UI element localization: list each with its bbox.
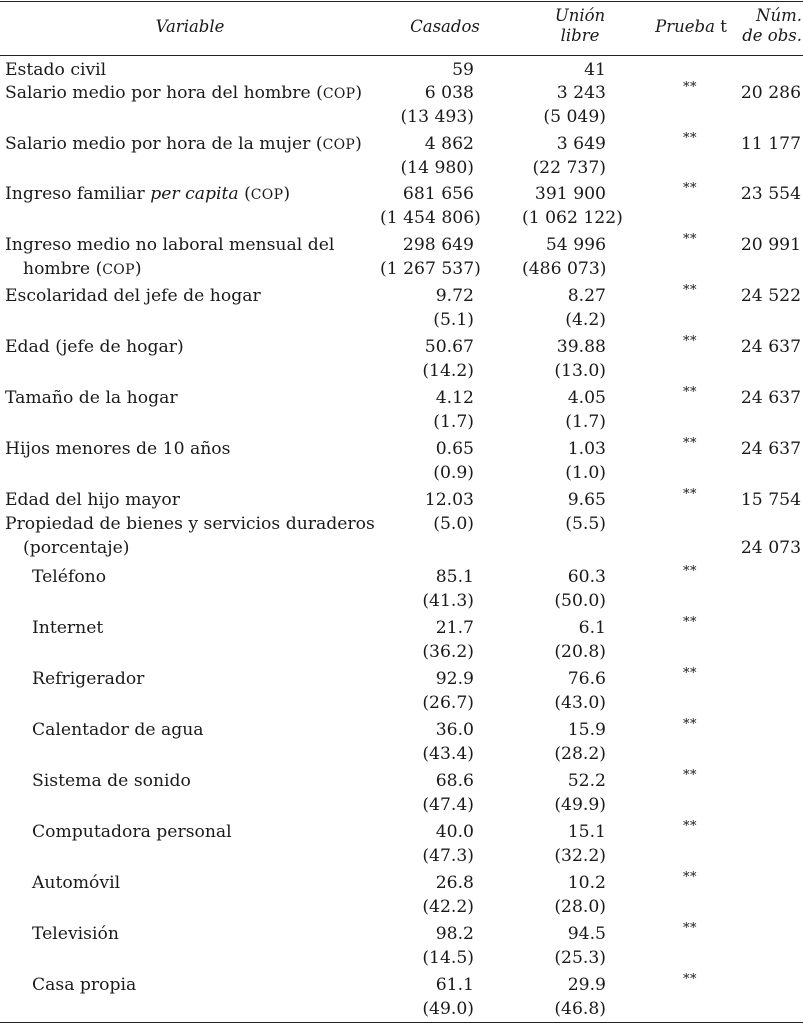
table-row: [0, 513, 803, 563]
union-libre-value: 3 649: [556, 134, 606, 154]
casados-sd: (26.7): [422, 693, 474, 713]
row-label: Escolaridad del jefe de hogar: [5, 286, 261, 306]
union-libre-value: 1.03: [567, 439, 606, 459]
significance-marker: **: [683, 921, 697, 936]
union-libre-value: 52.2: [567, 771, 606, 791]
significance-marker: **: [683, 181, 697, 196]
casados-value: 4.12: [435, 388, 474, 408]
casados-sd: (13 493): [400, 107, 474, 127]
casados-sd: (43.4): [422, 744, 474, 764]
num-obs-value: 24 637: [740, 337, 801, 357]
casados-sd: (1.7): [433, 412, 474, 432]
num-obs-value: 20 286: [740, 83, 801, 103]
casados-value: 298 649: [402, 235, 474, 255]
casados-sd: (1 267 537): [380, 259, 481, 279]
row-label-continued: hombre (COP): [23, 259, 142, 279]
casados-sd: (0.9): [433, 463, 474, 483]
header-casados: Casados: [410, 17, 480, 36]
table-row: [0, 133, 803, 183]
union-libre-value: 60.3: [567, 567, 606, 587]
num-obs-value: 24 073: [740, 538, 801, 558]
casados-value: 6 038: [424, 83, 474, 103]
header-num-obs: [738, 6, 802, 46]
subtable-row: [0, 566, 803, 616]
row-label: Salario medio por hora de la mujer (COP): [5, 134, 362, 154]
union-libre-value: 94.5: [567, 924, 606, 944]
casados-value: 12.03: [424, 490, 474, 510]
casados-value: 4 862: [424, 134, 474, 154]
union-libre-value: 6.1: [578, 618, 606, 638]
header-union-line1: Unión: [554, 6, 606, 25]
subtable-row: [0, 872, 803, 922]
row-label: Ingreso familiar per capita (COP): [5, 184, 291, 204]
num-obs-value: 24 522: [740, 286, 801, 306]
significance-marker: **: [683, 870, 697, 885]
union-libre-sd: (28.2): [554, 744, 606, 764]
significance-marker: **: [683, 666, 697, 681]
header-num-line2: de obs.: [742, 26, 802, 45]
casados-sd: (14.2): [422, 361, 474, 381]
union-libre-sd: (43.0): [554, 693, 606, 713]
num-obs-value: 11 177: [740, 134, 801, 154]
table-row: [0, 82, 803, 132]
significance-marker: **: [683, 564, 697, 579]
num-obs-value: 23 554: [740, 184, 801, 204]
row-label: Casa propia: [32, 975, 137, 995]
table-header-rule: [0, 55, 803, 56]
casados-sd: (41.3): [422, 591, 474, 611]
subtable-row: [0, 770, 803, 820]
casados-sd: (14 980): [400, 158, 474, 178]
subtable-row: [0, 719, 803, 769]
row-label: Propiedad de bienes y servicios duraderos: [5, 514, 375, 534]
casados-value: 26.8: [435, 873, 474, 893]
union-libre-sd: (486 073): [522, 259, 607, 279]
num-obs-value: 20 991: [740, 235, 801, 255]
table-row: [0, 285, 803, 335]
row-label: Estado civil: [5, 60, 107, 80]
significance-marker: **: [683, 283, 697, 298]
significance-marker: **: [683, 334, 697, 349]
table-row: [0, 183, 803, 233]
casados-sd: (36.2): [422, 642, 474, 662]
casados-value: 68.6: [435, 771, 474, 791]
row-label: Automóvil: [32, 873, 121, 893]
row-label: Refrigerador: [32, 669, 145, 689]
casados-sd: (47.3): [422, 846, 474, 866]
row-label: Hijos menores de 10 años: [5, 439, 231, 459]
union-libre-sd: (1.7): [565, 412, 606, 432]
header-union-line2: libre: [560, 26, 600, 45]
union-libre-value: 41: [584, 60, 606, 80]
union-libre-sd: (5 049): [543, 107, 606, 127]
union-libre-value: 15.9: [567, 720, 606, 740]
union-libre-value: 15.1: [567, 822, 606, 842]
significance-marker: **: [683, 436, 697, 451]
casados-sd: (42.2): [422, 897, 474, 917]
header-prueba-t: [648, 17, 734, 37]
casados-value: 0.65: [435, 439, 474, 459]
casados-value: 92.9: [435, 669, 474, 689]
row-label: Calentador de agua: [32, 720, 204, 740]
casados-value: (5.0): [433, 514, 474, 534]
row-label: Tamaño de la hogar: [5, 388, 178, 408]
union-libre-value: 8.27: [567, 286, 606, 306]
row-label: Ingreso medio no laboral mensual del: [5, 235, 335, 255]
row-label: Computadora personal: [32, 822, 232, 842]
casados-value: 21.7: [435, 618, 474, 638]
union-libre-sd: (50.0): [554, 591, 606, 611]
row-label: Internet: [32, 618, 104, 638]
row-label: Sistema de sonido: [32, 771, 191, 791]
num-obs-value: 24 637: [740, 439, 801, 459]
union-libre-sd: (49.9): [554, 795, 606, 815]
significance-marker: **: [683, 385, 697, 400]
casados-value: 98.2: [435, 924, 474, 944]
union-libre-sd: (4.2): [565, 310, 606, 330]
significance-marker: **: [683, 615, 697, 630]
subtable-row: [0, 821, 803, 871]
casados-value: 40.0: [435, 822, 474, 842]
header-prueba-t-letter: t: [720, 17, 727, 36]
casados-sd: (49.0): [422, 999, 474, 1019]
casados-value: 59: [452, 60, 474, 80]
significance-marker: **: [683, 972, 697, 987]
header-variable: Variable: [155, 17, 225, 36]
union-libre-value: 10.2: [567, 873, 606, 893]
union-libre-sd: (1.0): [565, 463, 606, 483]
casados-sd: (1 454 806): [380, 208, 481, 228]
table-row: [0, 336, 803, 386]
row-label: Televisión: [32, 924, 119, 944]
significance-marker: **: [683, 768, 697, 783]
table-row: [0, 438, 803, 488]
casados-sd: (47.4): [422, 795, 474, 815]
row-label: Teléfono: [32, 567, 107, 587]
casados-sd: (14.5): [422, 948, 474, 968]
casados-value: 50.67: [424, 337, 474, 357]
union-libre-sd: (20.8): [554, 642, 606, 662]
table-row: [0, 387, 803, 437]
subtable-row: [0, 617, 803, 667]
table-bottom-rule: [0, 1022, 803, 1023]
union-libre-value: 3 243: [556, 83, 606, 103]
union-libre-value: 29.9: [567, 975, 606, 995]
union-libre-sd: (28.0): [554, 897, 606, 917]
union-libre-value: 4.05: [567, 388, 606, 408]
significance-marker: **: [683, 131, 697, 146]
row-label: Edad (jefe de hogar): [5, 337, 184, 357]
union-libre-sd: (25.3): [554, 948, 606, 968]
table-row: [0, 234, 803, 284]
union-libre-value: 391 900: [534, 184, 606, 204]
table-top-rule: [0, 1, 803, 2]
significance-marker: **: [683, 487, 697, 502]
significance-marker: **: [683, 80, 697, 95]
union-libre-sd: (13.0): [554, 361, 606, 381]
casados-sd: (5.1): [433, 310, 474, 330]
union-libre-sd: (46.8): [554, 999, 606, 1019]
subtable-row: [0, 668, 803, 718]
header-num-line1: Núm.: [756, 6, 802, 25]
row-label: Edad del hijo mayor: [5, 490, 180, 510]
significance-marker: **: [683, 819, 697, 834]
row-label: Salario medio por hora del hombre (COP): [5, 83, 363, 103]
subtable-row: [0, 923, 803, 973]
union-libre-sd: (1 062 122): [522, 208, 623, 228]
significance-marker: **: [683, 717, 697, 732]
union-libre-value: 39.88: [556, 337, 606, 357]
union-libre-sd: (32.2): [554, 846, 606, 866]
casados-value: 681 656: [402, 184, 474, 204]
num-obs-value: 15 754: [740, 490, 801, 510]
union-libre-value: (5.5): [565, 514, 606, 534]
row-label-continued: (porcentaje): [23, 538, 130, 558]
num-obs-value: 24 637: [740, 388, 801, 408]
significance-marker: **: [683, 232, 697, 247]
casados-value: 36.0: [435, 720, 474, 740]
casados-value: 61.1: [435, 975, 474, 995]
subtable-row: [0, 974, 803, 1024]
union-libre-value: 54 996: [545, 235, 606, 255]
casados-value: 9.72: [435, 286, 474, 306]
header-union-libre: [540, 6, 620, 46]
union-libre-sd: (22 737): [532, 158, 606, 178]
union-libre-value: 9.65: [567, 490, 606, 510]
casados-value: 85.1: [435, 567, 474, 587]
union-libre-value: 76.6: [567, 669, 606, 689]
header-prueba: Prueba: [655, 17, 715, 36]
